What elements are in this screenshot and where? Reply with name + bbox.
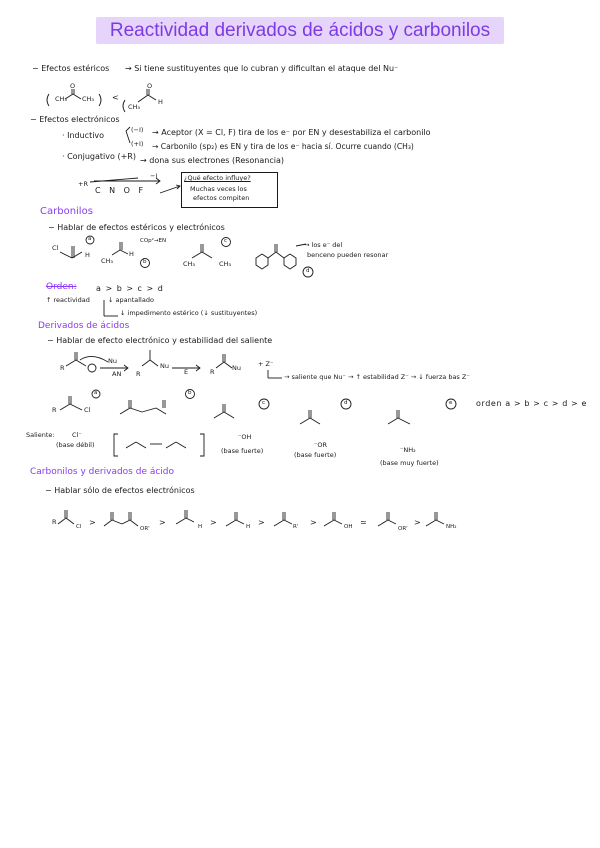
mechanism-sketch bbox=[66, 350, 282, 378]
mol-c-ch3-right: CH₃ bbox=[219, 260, 232, 268]
deriv-nu: Nu bbox=[108, 357, 117, 365]
final-group-7: OR' bbox=[398, 526, 408, 532]
saliente-nh2: ⁻NH₂ bbox=[400, 446, 416, 454]
apantallado-note: ↓ apantallado bbox=[108, 296, 154, 304]
acetate-resonance bbox=[114, 434, 204, 456]
saliente-note: → saliente que Nu⁻ → ↑ estabilidad Z⁻ → ↓ fuerza bas Z⁻ bbox=[284, 373, 470, 381]
inductive-minus: (−I) bbox=[131, 126, 144, 134]
electronic-label: − Efectos electrónicos bbox=[30, 115, 120, 124]
base-fuerte-1: (base fuerte) bbox=[221, 447, 264, 455]
mol-a-h: H bbox=[85, 251, 90, 259]
deriv-molecule-b bbox=[120, 390, 195, 415]
final-approx: ≃ bbox=[360, 518, 367, 527]
orden-label: Orden: bbox=[46, 282, 77, 292]
base-debil: (base débil) bbox=[56, 441, 95, 449]
benzene-note-2: benceno pueden resonar bbox=[307, 251, 389, 259]
tag-c: c bbox=[224, 238, 228, 244]
saliente-or: ⁻OR bbox=[314, 441, 328, 449]
deriv-a-cl: Cl bbox=[84, 406, 91, 414]
final-group-8: NH₂ bbox=[446, 524, 457, 530]
saliente-oh: ⁻OH bbox=[238, 433, 252, 441]
inductive-minus-text: → Aceptor (X = Cl, F) tira de los e⁻ por EN y desestabiliza el carbonilo bbox=[152, 128, 431, 137]
mol-a-cl: Cl bbox=[52, 244, 59, 252]
final-group-6: OH bbox=[344, 524, 353, 530]
deriv-plus-z: + Z⁻ bbox=[258, 360, 274, 368]
orden-value: a > b > c > d bbox=[96, 284, 164, 293]
deriv-r: R bbox=[60, 364, 65, 372]
final-group-3: H bbox=[198, 524, 203, 530]
final-group-5: R' bbox=[293, 524, 299, 530]
deriv-molecule-c bbox=[214, 399, 269, 418]
aldehyde-o: O bbox=[147, 82, 153, 90]
aldehyde-ch3: CH₃ bbox=[128, 103, 141, 111]
final-gt-4: > bbox=[258, 518, 265, 527]
deriv-tag-b: b bbox=[188, 390, 192, 396]
tag-b: b bbox=[143, 259, 147, 265]
base-muy-fuerte: (base muy fuerte) bbox=[380, 459, 439, 467]
derivados-text: − Hablar de efecto electrónico y estabilidad del saliente bbox=[47, 336, 273, 345]
heading-final: Carbonilos y derivados de ácido bbox=[30, 467, 175, 477]
inductive-label: · Inductivo bbox=[62, 131, 105, 140]
steric-text: → Si tiene sustituyentes que lo cubran y dificultan el ataque del Nu⁻ bbox=[125, 64, 399, 73]
mol-b-h: H bbox=[129, 250, 134, 258]
mol-c-ch3-left: CH₃ bbox=[183, 260, 196, 268]
conjugative-text: → dona sus electrones (Resonancia) bbox=[140, 156, 284, 165]
ketone-sketch bbox=[47, 89, 101, 106]
inductive-plus: (+I) bbox=[131, 140, 144, 148]
deriv-tag-a: a bbox=[94, 390, 98, 396]
ketone-o: O bbox=[70, 82, 76, 90]
tag-d: d bbox=[306, 268, 310, 274]
final-text: − Hablar sólo de efectos electrónicos bbox=[45, 486, 195, 495]
deriv-e: E bbox=[184, 368, 189, 376]
deriv-r-2: R bbox=[136, 370, 141, 378]
page-title: Reactividad derivados de ácidos y carbonilos bbox=[109, 20, 491, 41]
aldehyde-h: H bbox=[158, 98, 163, 106]
final-group-4: H bbox=[246, 524, 251, 530]
mol-b-ch3: CH₃ bbox=[101, 257, 114, 265]
less-than-sign: < bbox=[112, 93, 119, 102]
final-gt-5: > bbox=[310, 518, 317, 527]
scale-plus-r: +R bbox=[78, 180, 88, 188]
deriv-a-r: R bbox=[52, 406, 57, 414]
steric-label: − Efectos estéricos bbox=[32, 64, 110, 73]
saliente-cl: Cl⁻ bbox=[72, 431, 82, 439]
impedimento-note: ↓ impedimento estérico (↓ sustituyentes) bbox=[120, 309, 258, 317]
deriv-molecule-e bbox=[388, 399, 456, 424]
deriv-r-3: R bbox=[210, 368, 215, 376]
box-answer-1: Muchas veces los bbox=[190, 185, 247, 193]
ketone-ch3-right: CH₃ bbox=[82, 95, 95, 103]
final-gt-6: > bbox=[414, 518, 421, 527]
scale-atoms: C N O F bbox=[95, 186, 147, 195]
deriv-tag-e: e bbox=[449, 400, 453, 406]
final-group-1: Cl bbox=[76, 524, 82, 530]
deriv-an: AN bbox=[112, 370, 122, 378]
deriv-nu-2: Nu bbox=[160, 362, 169, 370]
carbonilos-text: − Hablar de efectos estéricos y electrónicos bbox=[48, 223, 225, 232]
final-gt-3: > bbox=[210, 518, 217, 527]
heading-carbonilos: Carbonilos bbox=[40, 206, 93, 217]
cop-en-note: COp²→EN bbox=[140, 238, 167, 244]
box-answer-2: efectos compiten bbox=[193, 194, 250, 202]
final-group-2: OR' bbox=[140, 526, 150, 532]
inductive-plus-text: → Carbonilo (sp₂) es EN y tira de los e⁻ hacia sí. Ocurre cuando (CH₃) bbox=[152, 142, 414, 151]
box-question: ¿Qué efecto influye? bbox=[184, 174, 251, 182]
base-fuerte-2: (base fuerte) bbox=[294, 451, 337, 459]
deriv-tag-d: d bbox=[344, 400, 348, 406]
final-sequence-molecules bbox=[58, 510, 444, 526]
molecule-d-benzophenone bbox=[256, 244, 313, 277]
scale-minus-i: −I bbox=[150, 172, 158, 180]
final-r-1: R bbox=[52, 518, 57, 526]
deriv-tag-c: c bbox=[262, 400, 266, 406]
benzene-note-1: → los e⁻ del bbox=[304, 241, 343, 249]
final-gt-1: > bbox=[89, 518, 96, 527]
tag-a: a bbox=[88, 236, 92, 242]
reactividad-note: ↑ reactividad bbox=[46, 296, 90, 304]
ketone-ch3-left: CH₃ bbox=[55, 95, 68, 103]
aldehyde-sketch bbox=[123, 89, 156, 112]
saliente-label: Saliente: bbox=[26, 431, 55, 439]
derivados-orden: orden a > b > c > d > e bbox=[476, 399, 587, 408]
heading-derivados: Derivados de ácidos bbox=[38, 321, 130, 331]
deriv-nu-3: Nu bbox=[232, 364, 241, 372]
final-gt-2: > bbox=[159, 518, 166, 527]
conjugative-label: · Conjugativo (+R) bbox=[62, 152, 136, 161]
